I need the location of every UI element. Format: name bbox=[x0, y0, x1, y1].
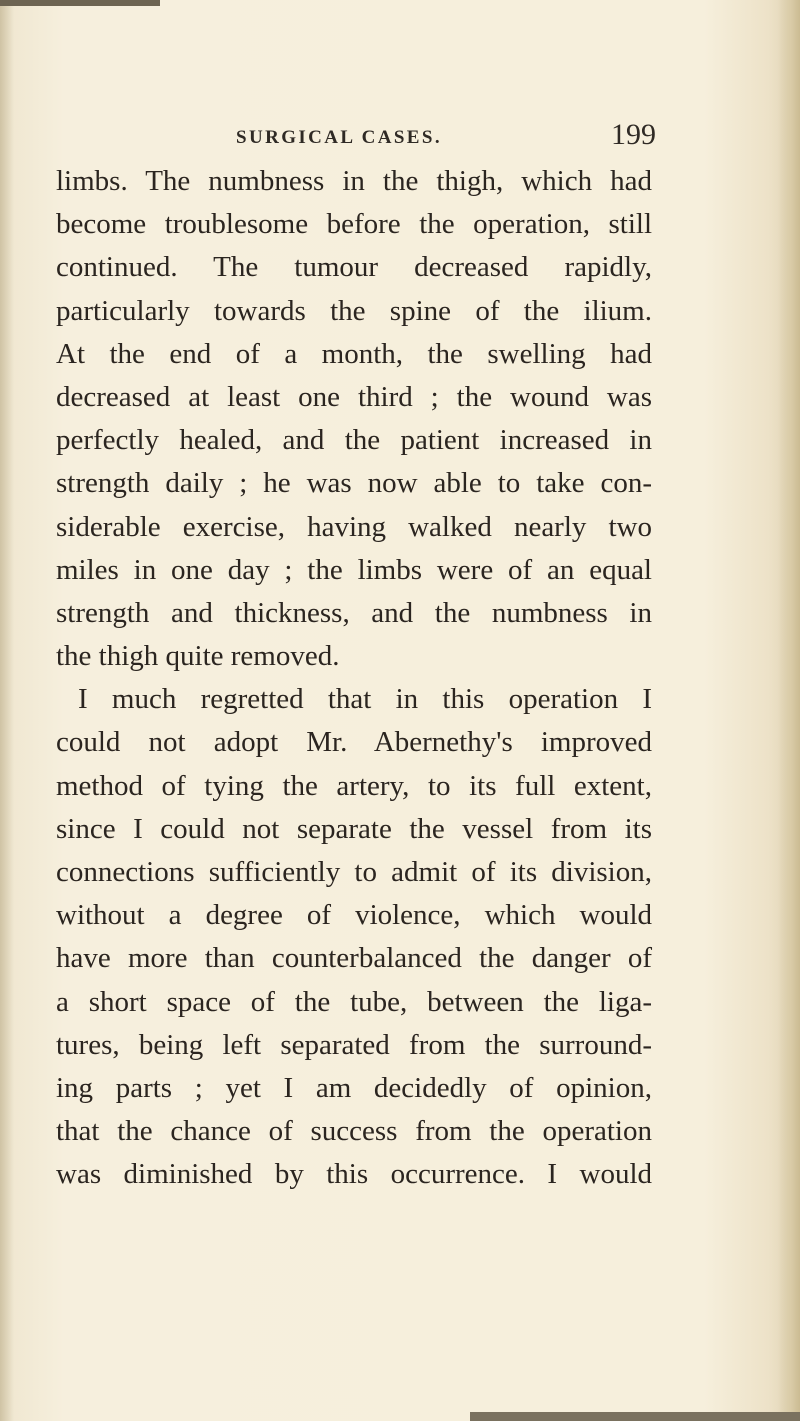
text-line: strength daily ; he was now able to take con- bbox=[56, 467, 652, 500]
text-line: perfectly healed, and the patient increased in bbox=[56, 424, 652, 457]
scan-border-bottom bbox=[470, 1412, 800, 1421]
body-text bbox=[56, 160, 652, 1197]
gutter-shadow bbox=[0, 0, 14, 1421]
text-line: I much regretted that in this operation I bbox=[78, 683, 652, 716]
text-line: limbs. The numbness in the thigh, which had bbox=[56, 165, 652, 197]
text-line: miles in one day ; the limbs were of an equal bbox=[56, 553, 652, 586]
text-line: connections sufficiently to admit of its division, bbox=[56, 856, 652, 888]
text-line: siderable exercise, having walked nearly two bbox=[56, 510, 652, 543]
text-line: have more than counterbalanced the danger of bbox=[56, 942, 652, 975]
text-line: ing parts ; yet I am decidedly of opinion, bbox=[56, 1071, 652, 1104]
text-line: could not adopt Mr. Abernethy's improved bbox=[56, 726, 652, 759]
text-line: At the end of a month, the swelling had bbox=[56, 337, 652, 370]
page-number: 199 bbox=[611, 118, 656, 151]
text-line: was diminished by this occurrence. I would bbox=[56, 1158, 652, 1191]
text-line: strength and thickness, and the numbness in bbox=[56, 596, 652, 629]
text-line: become troublesome before the operation, still bbox=[56, 208, 652, 241]
text-line: that the chance of success from the operation bbox=[56, 1115, 652, 1148]
text-line: a short space of the tube, between the liga- bbox=[56, 985, 652, 1018]
text-line: decreased at least one third ; the wound was bbox=[56, 380, 652, 413]
page-header bbox=[236, 118, 656, 152]
page-edge bbox=[778, 0, 800, 1421]
text-line: method of tying the artery, to its full extent, bbox=[56, 769, 652, 802]
scan-border-top bbox=[0, 0, 160, 6]
text-line: particularly towards the spine of the ilium. bbox=[56, 294, 652, 327]
text-line: without a degree of violence, which would bbox=[56, 899, 652, 932]
text-line: the thigh quite removed. bbox=[56, 640, 340, 673]
text-line: since I could not separate the vessel from its bbox=[56, 812, 652, 845]
text-line: continued. The tumour decreased rapidly, bbox=[56, 251, 652, 284]
running-head: SURGICAL CASES. bbox=[236, 127, 442, 148]
text-line: tures, being left separated from the surround- bbox=[56, 1028, 652, 1061]
